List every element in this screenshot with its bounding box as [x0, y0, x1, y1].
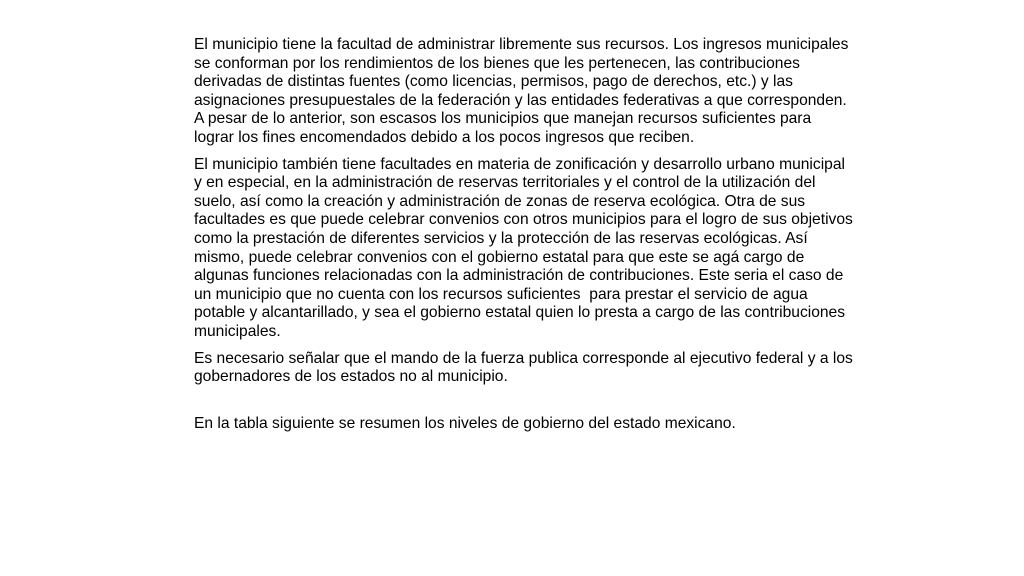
paragraph-public-force: Es necesario señalar que el mando de la fuerza publica corresponde al ejecutivo federal y a los gobernadores de los estados no al municipio. — [194, 349, 858, 386]
text-body — [194, 36, 858, 441]
paragraph-table-intro: En la tabla siguiente se resumen los niveles de gobierno del estado mexicano. — [194, 414, 736, 432]
paragraph-municipal-resources: El municipio tiene la facultad de administrar libremente sus recursos. Los ingresos municipales se conforman por los rendimientos de los bienes que les pertenecen, las contribuciones derivadas de distintas fuentes (como licencias, permisos, pago de derechos, etc.) y las asignaciones presupuestales de la federación y las entidades federativas a que corresponden. A pesar de lo anterior, son escasos los municipios que manejan recursos suficientes para lograr los fines encomendados debido a los pocos ingresos que reciben. — [194, 36, 853, 146]
paragraph-municipal-faculties: El municipio también tiene facultades en materia de zonificación y desarrollo urbano municipal y en especial, en la administración de reservas territoriales y el control de la utilización del suelo, así como la creación y administración de zonas de reserva ecológica. Otra de sus facultades es que puede celebrar convenios con otros municipios para el logro de sus objetivos como la prestación de diferentes servicios y la protección de las reservas ecológicas. Así mismo, puede celebrar convenios con el gobierno estatal para que este se agá cargo de algunas funciones relacionadas con la administración de contribuciones. Este seria el caso de un municipio que no cuenta con los recursos suficientes para prestar el servicio de agua potable y alcantarillado, y sea el gobierno estatal quien lo presta a cargo de las contribuciones municipales. — [194, 155, 858, 340]
